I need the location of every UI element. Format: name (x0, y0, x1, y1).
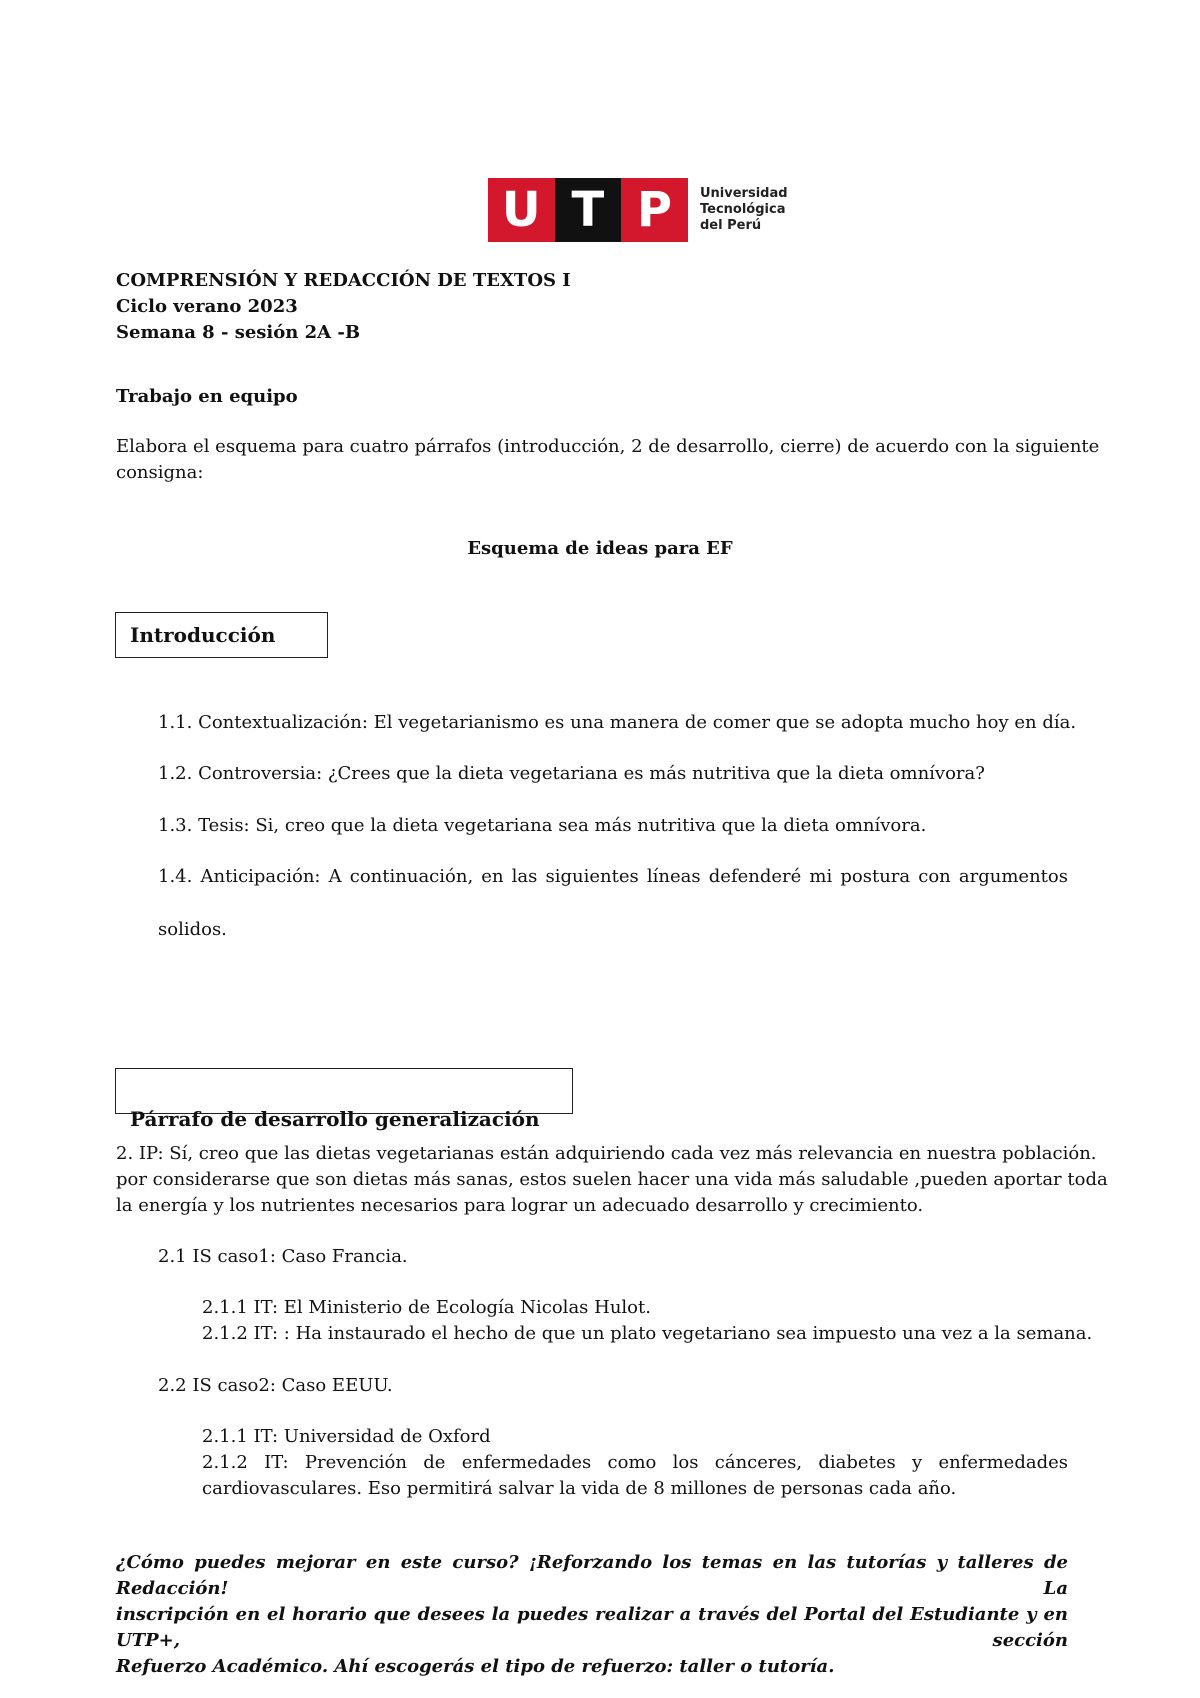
instructions (116, 434, 1100, 486)
ip-line: 2. IP: Sí, creo que las dietas vegetarianas están adquiriendo cada vez más relevancia en nuestra población. (116, 1143, 1097, 1164)
logo-letter-u: U (488, 178, 555, 242)
utp-logo (488, 178, 788, 242)
intro-item: 1.2. Controversia: ¿Crees que la dieta vegetariana es más nutritiva que la dieta omnívora? (158, 763, 985, 784)
logo-text-line: del Perú (700, 218, 762, 233)
footer-line: ¿Cómo puedes mejorar en este curso? ¡Reforzando los temas en las tutorías y talleres de Redacción! La (116, 1552, 1068, 1599)
ip-paragraph (116, 1141, 1108, 1219)
ip-line: la energía y los nutrientes necesarios para lograr un adecuado desarrollo y crecimiento. (116, 1195, 924, 1216)
it-item: 2.1.2 IT: Prevención de enfermedades como los cánceres, diabetes y enfermedades (202, 1452, 1068, 1473)
footer-line: inscripción en el horario que desees la puedes realizar a través del Portal del Estudiante y en UTP+, sección (116, 1604, 1068, 1651)
logo-wordmark (700, 186, 788, 234)
course-title: COMPRENSIÓN Y REDACCIÓN DE TEXTOS I (116, 270, 571, 291)
session-label: Semana 8 - sesión 2A -B (116, 322, 361, 343)
logo-letter-p: P (621, 178, 688, 242)
logo-text-line: Tecnológica (700, 202, 786, 217)
instruction-line: consigna: (116, 462, 204, 483)
document-header (116, 268, 571, 346)
logo-mark (488, 178, 688, 242)
logo-text-line: Universidad (700, 186, 788, 201)
it-item: cardiovasculares. Eso permitirá salvar la vida de 8 millones de personas cada año. (202, 1478, 957, 1499)
is-case-2: 2.2 IS caso2: Caso EEUU. (158, 1375, 393, 1396)
it-item: 2.1.2 IT: : Ha instaurado el hecho de que un plato vegetariano sea impuesto una vez a la semana. (202, 1323, 1093, 1344)
intro-item: 1.3. Tesis: Si, creo que la dieta vegetariana sea más nutritiva que la dieta omnívora. (158, 815, 927, 836)
footer-line: Refuerzo Académico. Ahí escogerás el tipo de refuerzo: taller o tutoría. (116, 1656, 835, 1677)
cycle-label: Ciclo verano 2023 (116, 296, 298, 317)
footer-note (116, 1550, 1068, 1680)
intro-item: solidos. (158, 919, 227, 940)
is1-it-list (202, 1295, 1093, 1347)
intro-label: Introducción (130, 623, 276, 647)
is2-it-list (202, 1424, 1068, 1502)
ip-line: por considerarse que son dietas más sanas, estos suelen hacer una vida más saludable ,pueden aportar toda (116, 1169, 1108, 1190)
instruction-line: Elabora el esquema para cuatro párrafos (introducción, 2 de desarrollo, cierre) de acuerdo con la siguiente (116, 436, 1100, 457)
development-label: Párrafo de desarrollo generalización (130, 1107, 540, 1131)
intro-item: 1.1. Contextualización: El vegetarianismo es una manera de comer que se adopta mucho hoy en día. (158, 712, 1077, 733)
logo-letter-t: T (555, 178, 622, 242)
is-case-1: 2.1 IS caso1: Caso Francia. (158, 1246, 408, 1267)
section-title: Trabajo en equipo (116, 386, 298, 407)
scheme-title: Esquema de ideas para EF (467, 538, 733, 559)
intro-item: 1.4. Anticipación: A continuación, en las siguientes líneas defenderé mi postura con argumentos (158, 866, 1068, 887)
it-item: 2.1.1 IT: Universidad de Oxford (202, 1426, 491, 1447)
it-item: 2.1.1 IT: El Ministerio de Ecología Nicolas Hulot. (202, 1297, 651, 1318)
